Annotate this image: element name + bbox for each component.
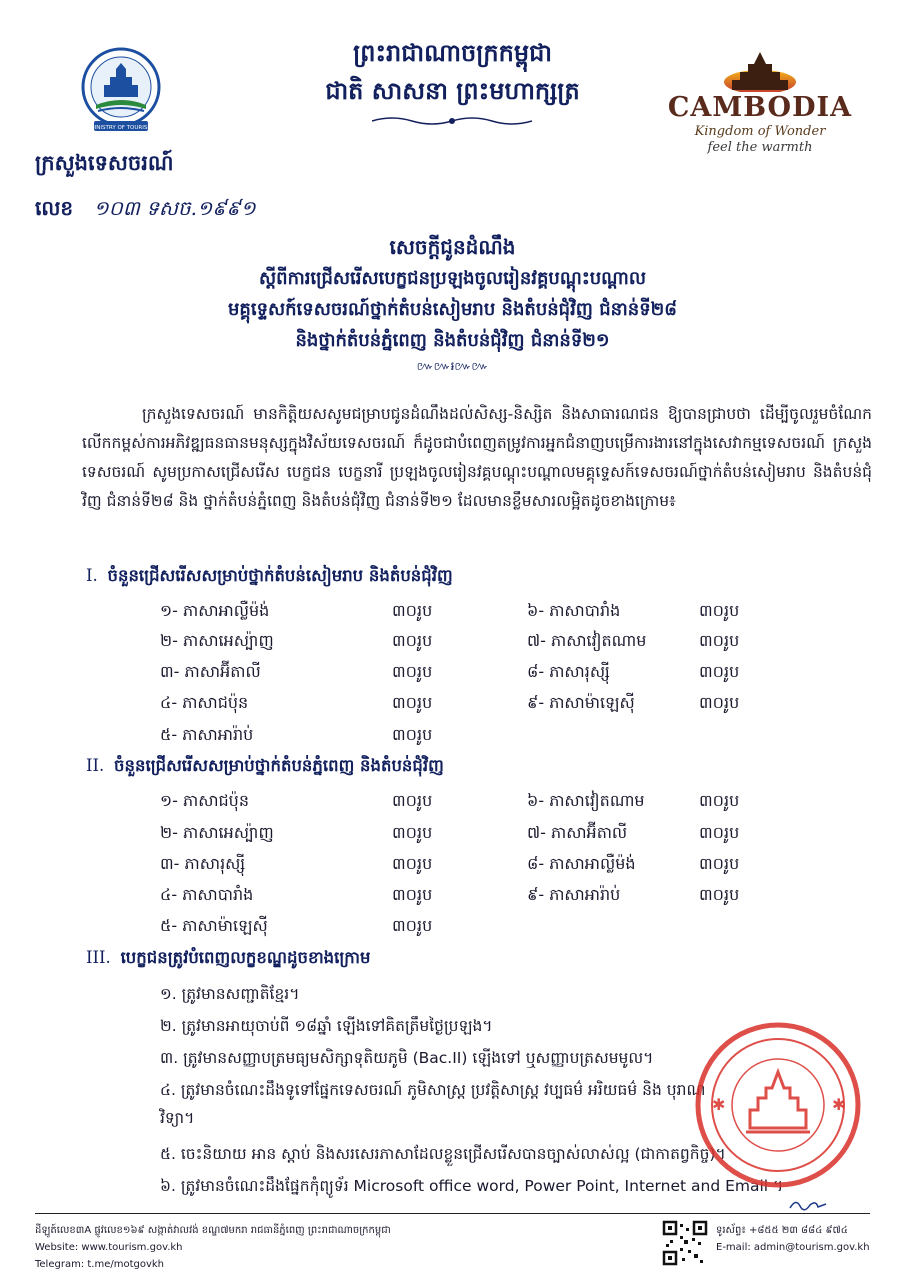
footer-email: E-mail: admin@tourism.gov.kh bbox=[716, 1242, 870, 1253]
language-name: ៣- ភាសាអ៊ីតាលី bbox=[160, 662, 261, 681]
list-item bbox=[160, 915, 520, 943]
language-name: ៩- ភាសាម៉ាឡេស៊ី bbox=[527, 693, 635, 712]
quota-count: ៣០រូប bbox=[392, 885, 433, 904]
footer-divider bbox=[35, 1213, 870, 1214]
language-name: ៥- ភាសាម៉ាឡេស៊ី bbox=[160, 916, 268, 935]
language-name: ៥- ភាសាអារ៉ាប់ bbox=[160, 725, 254, 744]
quota-count: ៣០រូប bbox=[699, 693, 740, 712]
brand-tagline: Kingdom of Wonder bbox=[694, 124, 826, 139]
footer-contact-right bbox=[716, 1222, 870, 1256]
reference-number: ១០៣ ទសច.១៩៩១ bbox=[93, 196, 256, 220]
quota-count: ៣០រូប bbox=[699, 631, 740, 650]
ministry-name: ក្រសួងទេសចរណ៍ bbox=[35, 150, 174, 175]
cambodia-brand-logo bbox=[660, 48, 860, 158]
quota-count: ៣០រូប bbox=[699, 885, 740, 904]
quota-count: ៣០រូប bbox=[392, 725, 433, 744]
quota-count: ៣០រូប bbox=[699, 601, 740, 620]
requirement-item: ១. ត្រូវមានសញ្ជាតិខ្មែរ។ bbox=[160, 985, 300, 1003]
title-subject-2: មគ្គុទ្ទេសក៍ទេសចរណ៍ថ្នាក់តំបន់សៀមរាប និងតំបន់ជុំវិញ ជំនាន់ទី២៨ bbox=[228, 299, 677, 320]
svg-text:✱: ✱ bbox=[832, 1095, 846, 1114]
list-item bbox=[160, 661, 520, 689]
footer-telegram: Telegram: t.me/motgovkh bbox=[35, 1259, 165, 1270]
footer-address: ដីឡូត៍លេខ៣A ផ្លូវលេខ១៦៩ សង្កាត់វាលវង់ ខណ្ឌ៧មករា រាជធានីភ្នំពេញ ព្រះរាជាណាចក្រកម្ពុជា bbox=[35, 1225, 391, 1236]
requirement-item: ៥. ចេះនិយាយ អាន ស្តាប់ និងសរសេរភាសាដែលខ្លួនជ្រើសរើសបានច្បាស់លាស់ល្អ (ជាកាតព្វកិច្ច)។ bbox=[160, 1145, 726, 1163]
intro-paragraph: ក្រសួងទេសចរណ៍ មានកិត្តិយសសូមជម្រាបជូនដំណឹងដល់សិស្ស-និស្សិត និងសាធារណជន ឱ្យបានជ្រាបថា ដើម្បីចូលរួមចំណែកលើកកម្ពស់ការអភិវឌ្ឍធនធានមនុស្សក្នុងវិស័យទេសចរណ៍ ក៏ដូចជាបំពេញតម្រូវការអ្នកជំនាញបម្រើការងារនៅក្នុងសេវាកម្មទេសចរណ៍ ក្រសួងទេសចរណ៍ សូមប្រកាសជ្រើសរើស បេក្ខជន បេក្ខនារី ប្រឡងចូលរៀនវគ្គបណ្តុះបណ្តាលមគ្គុទ្ទេសក៍ទេសចរណ៍ថ្នាក់តំបន់សៀមរាប និងតំបន់ជុំវិញ ជំនាន់ទី២៨ និង ថ្នាក់តំបន់ភ្នំពេញ និងតំបន់ជុំវិញ ជំនាន់ទី២១ ដែលមានខ្លឹមសារលម្អិតដូចខាងក្រោម៖ bbox=[82, 405, 872, 510]
quota-count: ៣០រូប bbox=[392, 601, 433, 620]
list-item bbox=[527, 790, 887, 818]
section-2-title bbox=[86, 756, 444, 780]
quota-count: ៣០រូប bbox=[699, 823, 740, 842]
language-name: ៤- ភាសាជប៉ុន bbox=[160, 693, 249, 712]
announcement-title bbox=[0, 232, 905, 376]
requirement-item: ២. ត្រូវមានអាយុចាប់ពី ១៨ឆ្នាំ ឡើងទៅគិតត្រឹមថ្ងៃប្រឡង។ bbox=[160, 1017, 493, 1035]
kingdom-title: ព្រះរាជាណាចក្រកម្ពុជា bbox=[353, 38, 552, 67]
section-3-roman: III. bbox=[86, 948, 111, 967]
requirement-item: ៤. ត្រូវមានចំណេះដឹងទូទៅផ្នែកទេសចរណ៍ ភូមិសាស្ត្រ ប្រវត្តិសាស្ត្រ វប្បធម៌ អរិយធម៌ និង បុរាណវិទ្យា។ bbox=[160, 1081, 706, 1127]
list-item bbox=[527, 630, 887, 658]
list-item bbox=[527, 692, 887, 720]
brand-slogan: feel the warmth bbox=[707, 140, 813, 155]
quota-count: ៣០រូប bbox=[392, 631, 433, 650]
list-item bbox=[160, 822, 520, 850]
language-name: ៣- ភាសារុស្ស៊ី bbox=[160, 854, 246, 873]
quota-count: ៣០រូប bbox=[699, 791, 740, 810]
list-item bbox=[160, 630, 520, 658]
quota-count: ៣០រូប bbox=[392, 823, 433, 842]
section-3-heading: បេក្ខជនត្រូវបំពេញលក្ខខណ្ឌដូចខាងក្រោម bbox=[120, 948, 371, 967]
reference-line bbox=[35, 195, 256, 225]
requirement-item: ៣. ត្រូវមានសញ្ញាបត្រមធ្យមសិក្សាទុតិយភូមិ (Bac.II) ឡើងទៅ ឬសញ្ញាបត្រសមមូល។ bbox=[160, 1049, 654, 1067]
language-name: ៨- ភាសាអាល្លឺម៉ង់ bbox=[527, 854, 636, 873]
quota-count: ៣០រូប bbox=[392, 662, 433, 681]
language-name: ២- ភាសាអេស្ប៉ាញ bbox=[160, 823, 274, 842]
language-name: ៩- ភាសាអារ៉ាប់ bbox=[527, 885, 621, 904]
section-1-title bbox=[86, 566, 453, 590]
quota-count: ៣០រូប bbox=[699, 662, 740, 681]
brand-name: CAMBODIA bbox=[667, 92, 853, 123]
section-1-roman: I. bbox=[86, 566, 98, 585]
quota-count: ៣០រូប bbox=[392, 916, 433, 935]
language-name: ៧- ភាសាអ៊ីតាលី bbox=[527, 823, 628, 842]
list-item bbox=[527, 853, 887, 881]
list-item bbox=[160, 884, 520, 912]
svg-text:✱: ✱ bbox=[712, 1095, 726, 1114]
list-item bbox=[160, 724, 520, 752]
language-name: ១- ភាសាជប៉ុន bbox=[160, 791, 249, 810]
qr-code-icon bbox=[662, 1220, 708, 1266]
list-item bbox=[527, 600, 887, 628]
title-ornament: ៚៚៛៚៚ bbox=[416, 359, 489, 373]
quota-count: ៣០រូប bbox=[392, 854, 433, 873]
nation-motto: ជាតិ សាសនា ព្រះមហាក្សត្រ bbox=[325, 76, 580, 105]
language-name: ៦- ភាសាវៀតណាម bbox=[527, 791, 645, 810]
list-item bbox=[527, 661, 887, 689]
section-2-roman: II. bbox=[86, 756, 105, 775]
language-name: ៦- ភាសាបារាំង bbox=[527, 601, 621, 620]
title-subject-1: ស្តីពីការជ្រើសរើសបេក្ខជនប្រឡងចូលរៀនវគ្គបណ្តុះបណ្តាល bbox=[259, 268, 646, 289]
language-name: ២- ភាសាអេស្ប៉ាញ bbox=[160, 631, 274, 650]
list-item bbox=[527, 884, 887, 912]
language-name: ៧- ភាសាវៀតណាម bbox=[527, 631, 647, 650]
footer-website: Website: www.tourism.gov.kh bbox=[35, 1242, 183, 1253]
list-item bbox=[160, 692, 520, 720]
section-3-title bbox=[86, 948, 370, 972]
signature-icon bbox=[788, 1196, 828, 1214]
title-subject-3: និងថ្នាក់តំបន់ភ្នំពេញ និងតំបន់ជុំវិញ ជំនាន់ទី២១ bbox=[295, 330, 610, 351]
title-main: សេចក្តីជូនដំណឹង bbox=[389, 235, 516, 259]
list-item bbox=[160, 600, 520, 628]
list-item bbox=[527, 822, 887, 850]
reference-label: លេខ bbox=[35, 196, 74, 220]
footer-contact-left bbox=[35, 1222, 391, 1273]
official-seal-icon bbox=[678, 1020, 878, 1190]
ornament-divider-icon bbox=[372, 114, 532, 128]
requirement-item: ៦. ត្រូវមានចំណេះដឹងផ្នែកកុំព្យូទ័រ Microsoft office word, Power Point, Internet and Email ។ bbox=[160, 1177, 784, 1195]
list-item bbox=[160, 853, 520, 881]
section-1-heading: ចំនួនជ្រើសរើសសម្រាប់ថ្នាក់តំបន់សៀមរាប និងតំបន់ជុំវិញ bbox=[107, 566, 453, 585]
language-name: ៨- ភាសារុស្ស៊ី bbox=[527, 662, 610, 681]
quota-count: ៣០រូប bbox=[392, 791, 433, 810]
svg-text:MINISTRY OF TOURISM: MINISTRY OF TOURISM bbox=[89, 125, 153, 131]
quota-count: ៣០រូប bbox=[699, 854, 740, 873]
footer-phone: ទូរស័ព្ទ៖ +៨៥៥ ២៣ ៨៨៤ ៩៧៤ bbox=[716, 1225, 848, 1236]
angkor-wat-logo-icon bbox=[660, 48, 860, 92]
list-item bbox=[160, 790, 520, 818]
quota-count: ៣០រូប bbox=[392, 693, 433, 712]
language-name: ៤- ភាសាបារាំង bbox=[160, 885, 254, 904]
section-2-heading: ចំនួនជ្រើសរើសសម្រាប់ថ្នាក់តំបន់ភ្នំពេញ និងតំបន់ជុំវិញ bbox=[114, 756, 444, 775]
language-name: ១- ភាសាអាល្លឺម៉ង់ bbox=[160, 601, 270, 620]
